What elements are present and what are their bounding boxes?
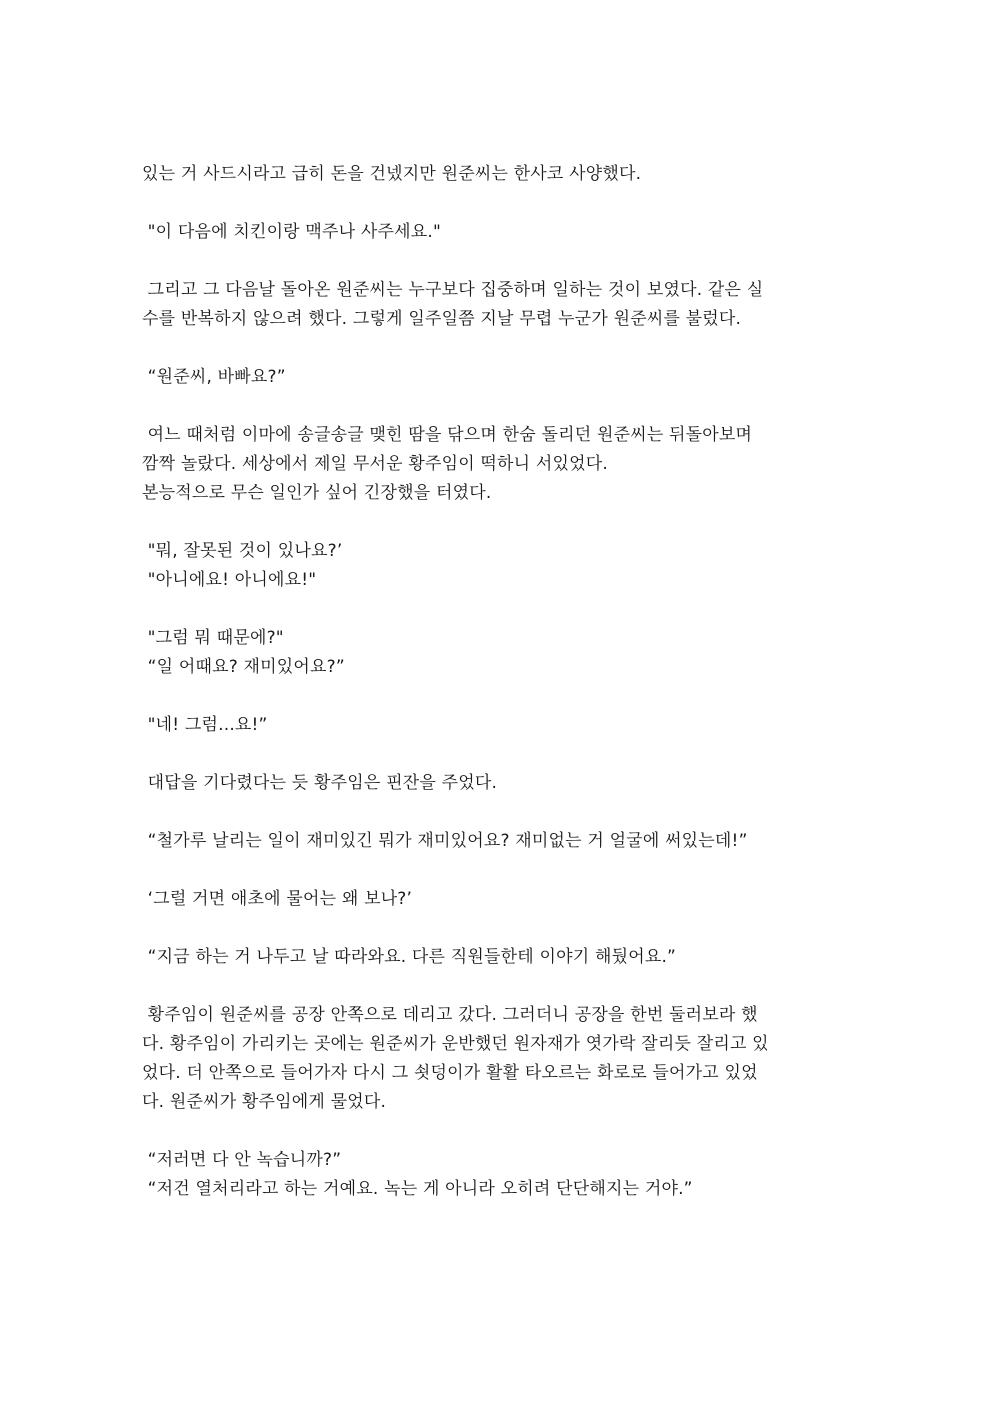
dialogue-line: “일 어때요? 재미있어요?” [142, 657, 345, 677]
text-line: 수를 반복하지 않으려 했다. 그렇게 일주일쯤 지날 무렵 누군가 원준씨를 불렀다. [142, 309, 742, 329]
dialogue-line: “지금 하는 거 나두고 날 따라와요. 다른 직원들한테 이야기 해뒀어요.” [142, 947, 677, 967]
document-body [142, 160, 852, 1204]
dialogue-line: “저건 열처리라고 하는 거예요. 녹는 게 아니라 오히려 단단해지는 거야.” [142, 1179, 693, 1199]
thought-line: ‘그럴 거면 애초에 물어는 왜 보나?’ [142, 889, 413, 909]
blank-line [142, 1117, 852, 1146]
text-line: 황주임이 원준씨를 공장 안쪽으로 데리고 갔다. 그러더니 공장을 한번 둘러보라 했 [142, 1005, 758, 1025]
text-line: 여느 때처럼 이마에 송글송글 맺힌 땀을 닦으며 한숨 돌리던 원준씨는 뒤돌아보며 [142, 425, 753, 445]
text-line: 대답을 기다렸다는 듯 황주임은 핀잔을 주었다. [142, 773, 498, 793]
blank-line [142, 740, 852, 769]
text-line: 다. 원준씨가 황주임에게 물었다. [142, 1092, 387, 1112]
text-line: 본능적으로 무슨 일인가 싶어 긴장했을 터였다. [142, 483, 492, 503]
blank-line [142, 595, 852, 624]
blank-line [142, 189, 852, 218]
text-line: 었다. 더 안쪽으로 들어가자 다시 그 쇳덩이가 활활 타오르는 화로로 들어가고 있었 [142, 1063, 758, 1083]
blank-line [142, 856, 852, 885]
blank-line [142, 392, 852, 421]
dialogue-line: "네! 그럼...요!” [142, 715, 268, 735]
dialogue-line: “원준씨, 바빠요?” [142, 367, 286, 387]
blank-line [142, 682, 852, 711]
dialogue-line: “철가루 날리는 일이 재미있긴 뭐가 재미있어요? 재미없는 거 얼굴에 써있는데!” [142, 831, 748, 851]
dialogue-line: "뭐, 잘못된 것이 있나요?’ [142, 541, 343, 561]
blank-line [142, 334, 852, 363]
dialogue-line: "아니에요! 아니에요!" [142, 570, 317, 590]
blank-line [142, 972, 852, 1001]
blank-line [142, 798, 852, 827]
blank-line [142, 247, 852, 276]
blank-line [142, 508, 852, 537]
dialogue-line: "그럼 뭐 때문에?" [142, 628, 284, 648]
text-line: 그리고 그 다음날 돌아온 원준씨는 누구보다 집중하며 일하는 것이 보였다. 같은 실 [142, 280, 764, 300]
text-line: 다. 황주임이 가리키는 곳에는 원준씨가 운반했던 원자재가 엿가락 잘리듯 잘리고 있 [142, 1034, 769, 1054]
dialogue-line: “저러면 다 안 녹습니까?” [142, 1150, 342, 1170]
text-line: 깜짝 놀랐다. 세상에서 제일 무서운 황주임이 떡하니 서있었다. [142, 454, 608, 474]
dialogue-line: "이 다음에 치킨이랑 맥주나 사주세요." [142, 222, 441, 242]
text-line: 있는 거 사드시라고 급히 돈을 건넸지만 원준씨는 한사코 사양했다. [142, 164, 642, 184]
blank-line [142, 914, 852, 943]
